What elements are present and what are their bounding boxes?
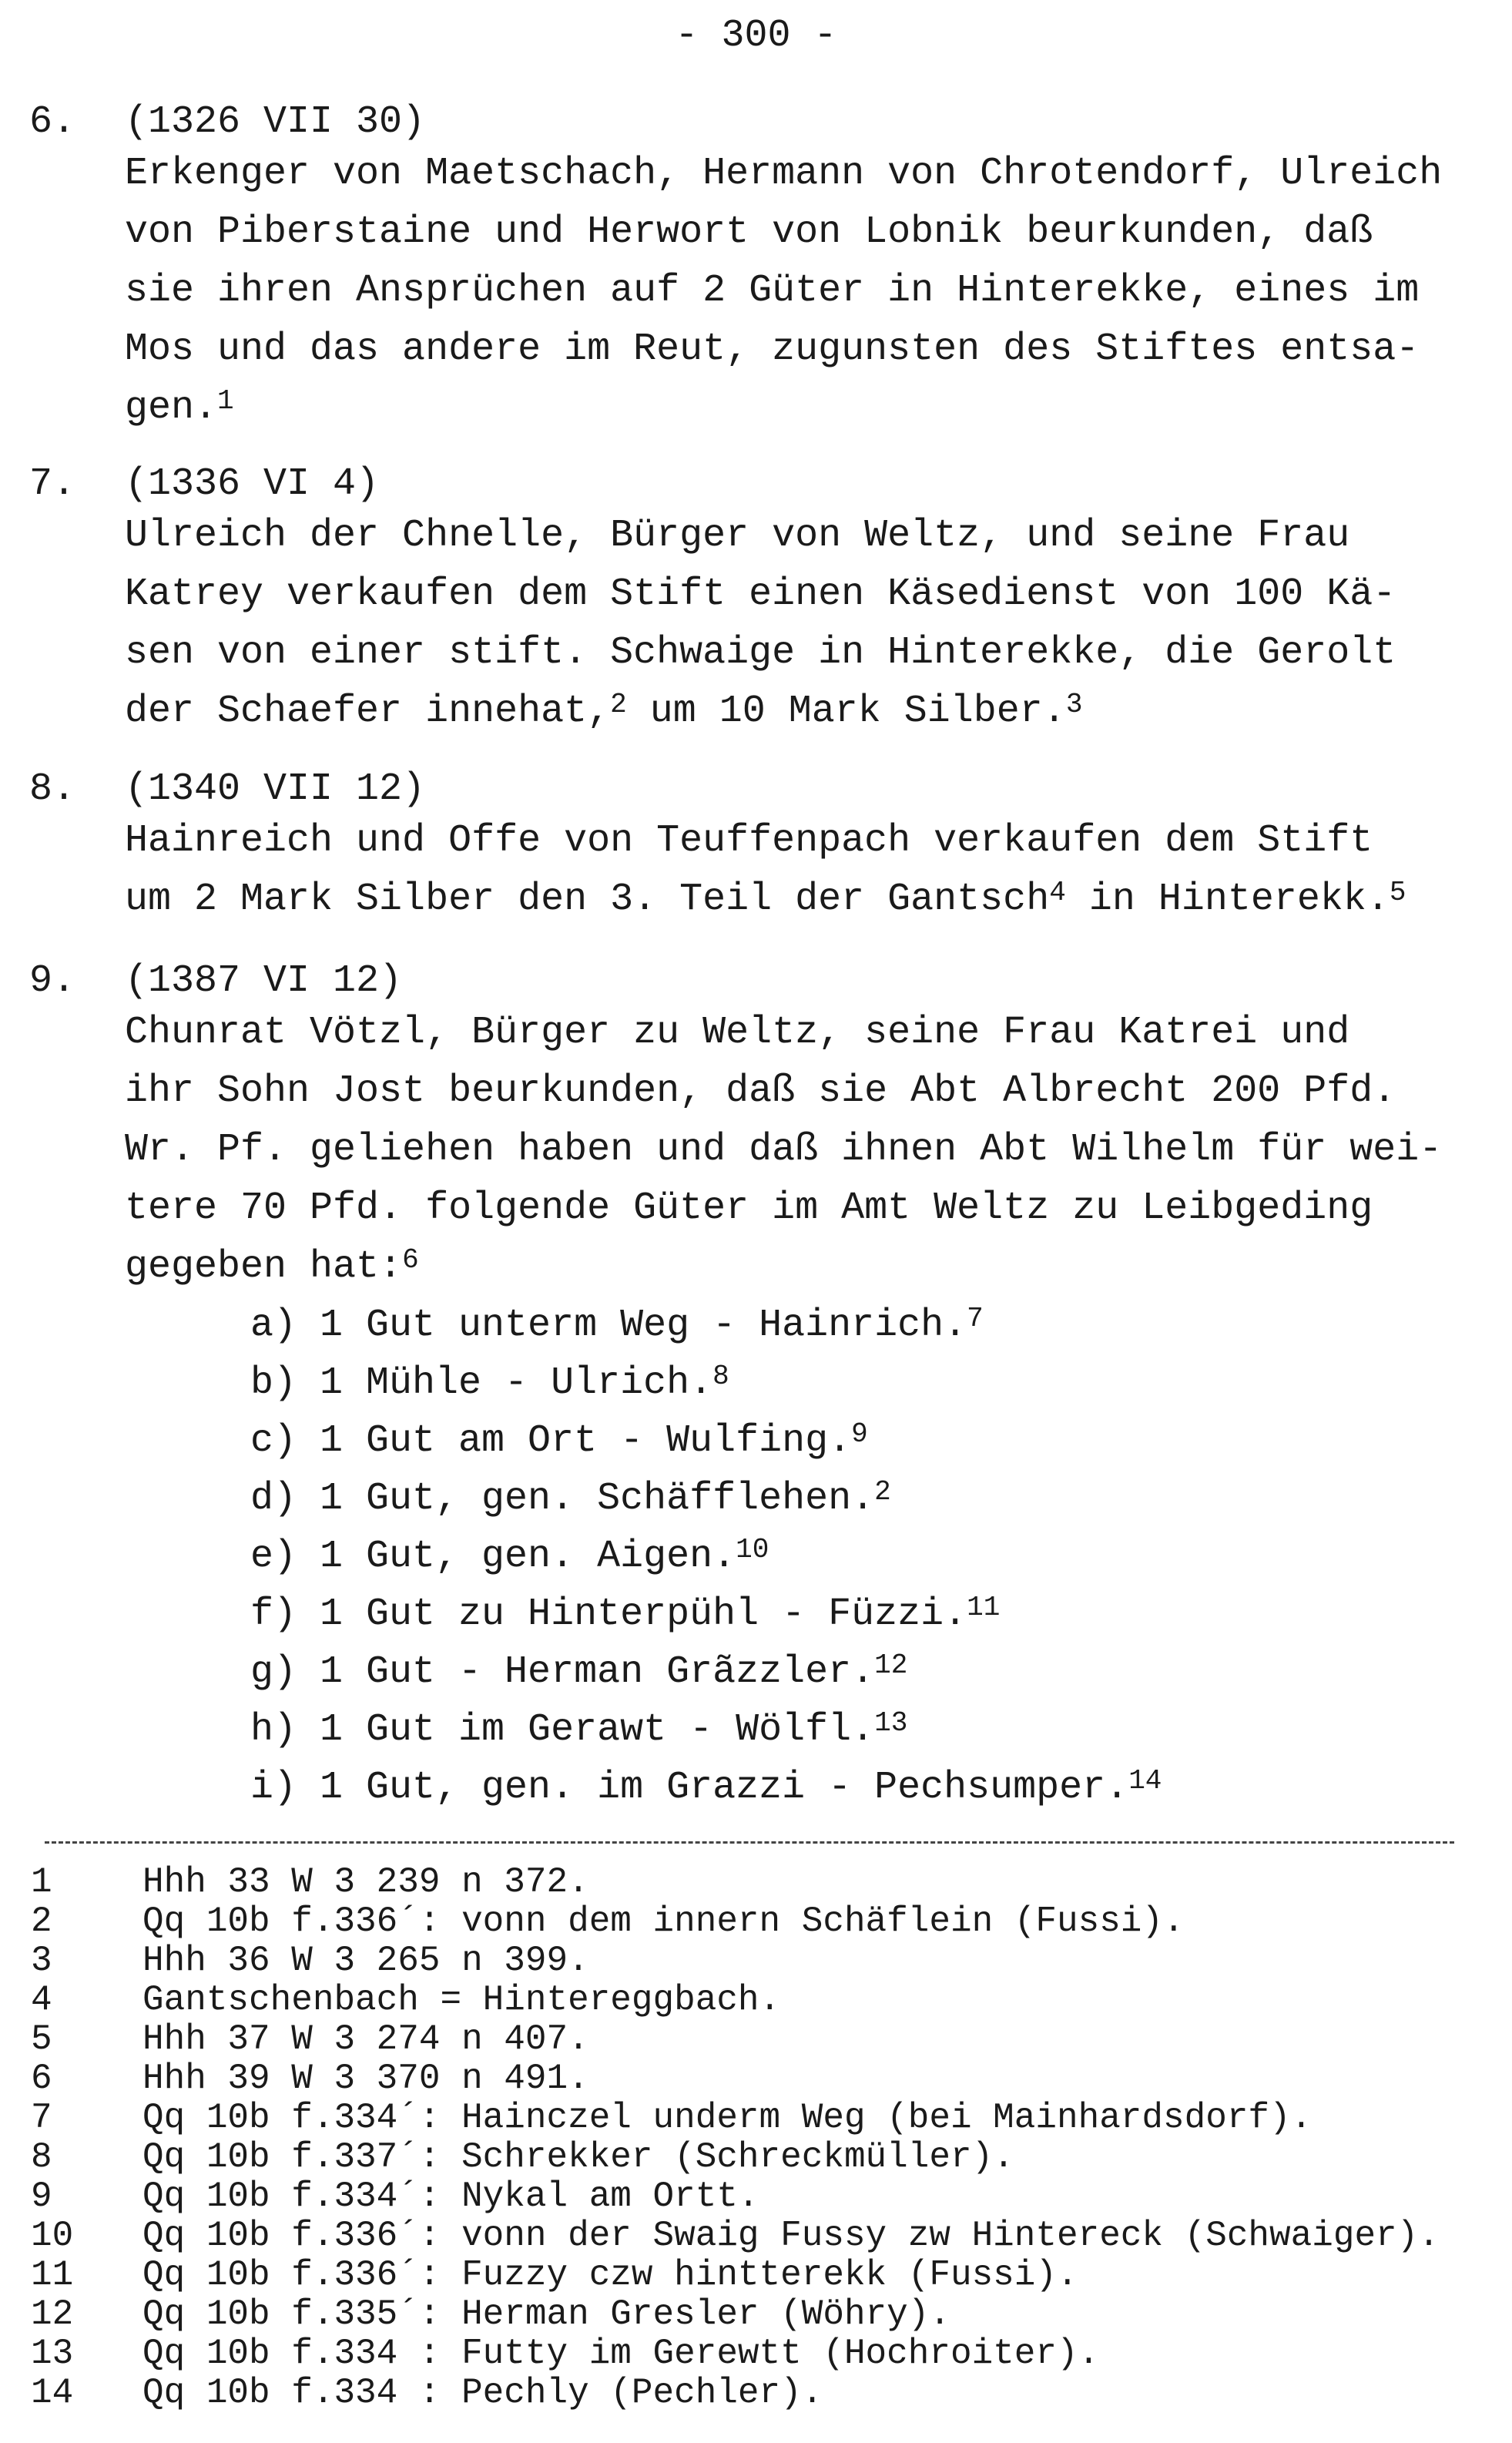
footnote-number: 6	[31, 2059, 52, 2099]
entry-date: (1326 VII 30)	[125, 100, 426, 144]
list-item	[250, 1412, 1162, 1470]
footnote-ref: 4	[1049, 877, 1066, 908]
footnote-number: 9	[31, 2176, 52, 2216]
text-line: tere 70 Pfd. folgende Güter im Amt Weltz zu Leibgeding	[125, 1186, 1373, 1230]
entry-number: 7.	[29, 462, 76, 506]
list-item	[250, 1586, 1162, 1643]
property-list	[250, 1297, 1162, 1817]
footnote-text: Qq 10b f.334´: Nykal am Ortt.	[142, 2176, 759, 2216]
footnote-ref: 3	[1065, 689, 1083, 720]
text-line: Wr. Pf. geliehen haben und daß ihnen Abt Wilhelm für wei-	[125, 1128, 1443, 1172]
footnote	[31, 2295, 1494, 2334]
item-text: h) 1 Gut im Gerawt - Wölfl.	[250, 1708, 875, 1752]
footnote-text: Hhh 37 W 3 274 n 407.	[142, 2019, 589, 2059]
footnote	[31, 1902, 1494, 1941]
footnote-ref: 1	[217, 385, 234, 417]
text-line: Erkenger von Maetschach, Hermann von Chrotendorf, Ulreich	[125, 152, 1443, 196]
footnote-number: 11	[31, 2255, 74, 2295]
footnote-ref: 2	[874, 1476, 891, 1508]
footnote-ref: 14	[1128, 1765, 1162, 1797]
list-item	[250, 1528, 1162, 1586]
footnote-ref: 6	[402, 1244, 419, 1276]
entry-text	[125, 145, 1480, 438]
footnote	[31, 2138, 1494, 2177]
footnote-number: 1	[31, 1862, 52, 1902]
text-line: Chunrat Vötzl, Bürger zu Weltz, seine Frau Katrei und	[125, 1011, 1350, 1055]
footnote-ref: 8	[712, 1361, 729, 1392]
entry-number: 8.	[29, 767, 76, 811]
entry-number: 9.	[29, 959, 76, 1003]
footnote-text: Qq 10b f.334 : Pechly (Pechler).	[142, 2373, 823, 2413]
footnote-number: 13	[31, 2334, 74, 2374]
item-text: c) 1 Gut am Ort - Wulfing.	[250, 1419, 852, 1463]
entry-text	[125, 1004, 1480, 1297]
footnote-text: Qq 10b f.336´: Fuzzy czw hintterekk (Fussi).	[142, 2255, 1078, 2295]
footnote-divider	[45, 1841, 1454, 1844]
footnote-text: Qq 10b f.336´: vonn der Swaig Fussy zw Hintereck (Schwaiger).	[142, 2216, 1440, 2256]
entry-date: (1340 VII 12)	[125, 767, 426, 811]
text-line: sen von einer stift. Schwaige in Hinterekke, die Gerolt	[125, 631, 1396, 675]
footnote-text: Qq 10b f.334 : Futty im Gerewtt (Hochroiter).	[142, 2334, 1100, 2374]
line-text: gegeben hat:	[125, 1245, 403, 1289]
item-text: e) 1 Gut, gen. Aigen.	[250, 1535, 736, 1579]
list-item	[250, 1759, 1162, 1817]
footnote-text: Qq 10b f.336´: vonn dem innern Schäflein (Fussi).	[142, 1901, 1185, 1941]
entry-text	[125, 507, 1480, 741]
entry-number: 6.	[29, 100, 76, 144]
text-line	[125, 683, 1480, 741]
text-line: sie ihren Ansprüchen auf 2 Güter in Hinterekke, eines im	[125, 269, 1420, 313]
line-text: gen.	[125, 386, 218, 430]
footnote	[31, 2059, 1494, 2099]
entry-text	[125, 812, 1480, 929]
footnote-ref: 2	[610, 689, 627, 720]
text-line: von Piberstaine und Herwort von Lobnik beurkunden, daß	[125, 210, 1373, 254]
footnote-text: Gantschenbach = Hintereggbach.	[142, 1980, 781, 2020]
item-text: a) 1 Gut unterm Weg - Hainrich.	[250, 1304, 967, 1347]
footnote	[31, 2020, 1494, 2059]
line-text: in Hinterekk.	[1065, 878, 1390, 921]
item-text: g) 1 Gut - Herman Grãzzler.	[250, 1650, 875, 1694]
footnote	[31, 1981, 1494, 2020]
item-text: d) 1 Gut, gen. Schäfflehen.	[250, 1477, 875, 1521]
footnote-number: 7	[31, 2098, 52, 2138]
footnote	[31, 2256, 1494, 2295]
item-text: b) 1 Mühle - Ulrich.	[250, 1361, 713, 1405]
text-line	[125, 871, 1480, 929]
list-item	[250, 1643, 1162, 1701]
footnote-text: Qq 10b f.337´: Schrekker (Schreckmüller).	[142, 2137, 1014, 2177]
footnote-text: Qq 10b f.335´: Herman Gresler (Wöhry).	[142, 2294, 950, 2334]
text-line: Ulreich der Chnelle, Bürger von Weltz, und seine Frau	[125, 514, 1350, 558]
item-text: f) 1 Gut zu Hinterpühl - Füzzi.	[250, 1592, 967, 1636]
page-number: - 300 -	[675, 14, 837, 58]
footnote-ref: 5	[1389, 877, 1406, 908]
list-item	[250, 1354, 1162, 1412]
footnote-number: 3	[31, 1941, 52, 1981]
footnote	[31, 2374, 1494, 2413]
footnote-number: 5	[31, 2019, 52, 2059]
list-item	[250, 1470, 1162, 1528]
footnotes	[31, 1863, 1494, 2413]
footnote-number: 8	[31, 2137, 52, 2177]
text-line: Hainreich und Offe von Teuffenpach verkaufen dem Stift	[125, 819, 1373, 863]
footnote-text: Qq 10b f.334´: Hainczel underm Weg (bei Mainhardsdorf).	[142, 2098, 1313, 2138]
footnote-ref: 13	[874, 1707, 908, 1739]
footnote	[31, 1941, 1494, 1981]
footnote-number: 4	[31, 1980, 52, 2020]
footnote	[31, 1863, 1494, 1902]
entry-date: (1336 VI 4)	[125, 462, 380, 506]
footnote	[31, 2334, 1494, 2374]
entry-date: (1387 VI 12)	[125, 959, 403, 1003]
item-text: i) 1 Gut, gen. im Grazzi - Pechsumper.	[250, 1766, 1129, 1810]
footnote-ref: 11	[967, 1592, 1001, 1623]
text-line: Mos und das andere im Reut, zugunsten des Stiftes entsa-	[125, 327, 1420, 371]
footnote-number: 10	[31, 2216, 74, 2256]
footnote-number: 2	[31, 1901, 52, 1941]
list-item	[250, 1297, 1162, 1354]
footnote-number: 14	[31, 2373, 74, 2413]
line-text: um 10 Mark Silber.	[626, 690, 1066, 733]
text-line	[125, 379, 1480, 438]
footnote-text: Hhh 39 W 3 370 n 491.	[142, 2059, 589, 2099]
text-line: ihr Sohn Jost beurkunden, daß sie Abt Albrecht 200 Pfd.	[125, 1069, 1396, 1113]
footnote	[31, 2177, 1494, 2216]
list-item	[250, 1701, 1162, 1759]
footnote-ref: 9	[851, 1418, 868, 1450]
footnote-ref: 7	[967, 1303, 984, 1334]
line-text: um 2 Mark Silber den 3. Teil der Gantsch	[125, 878, 1050, 921]
footnote-ref: 10	[736, 1534, 769, 1565]
footnote-number: 12	[31, 2294, 74, 2334]
footnote-text: Hhh 33 W 3 239 n 372.	[142, 1862, 589, 1902]
footnote	[31, 2216, 1494, 2256]
footnote	[31, 2099, 1494, 2138]
text-line: Katrey verkaufen dem Stift einen Käsedienst von 100 Kä-	[125, 572, 1396, 616]
text-line	[125, 1238, 1480, 1297]
footnote-ref: 12	[874, 1649, 908, 1681]
footnote-text: Hhh 36 W 3 265 n 399.	[142, 1941, 589, 1981]
line-text: der Schaefer innehat,	[125, 690, 611, 733]
